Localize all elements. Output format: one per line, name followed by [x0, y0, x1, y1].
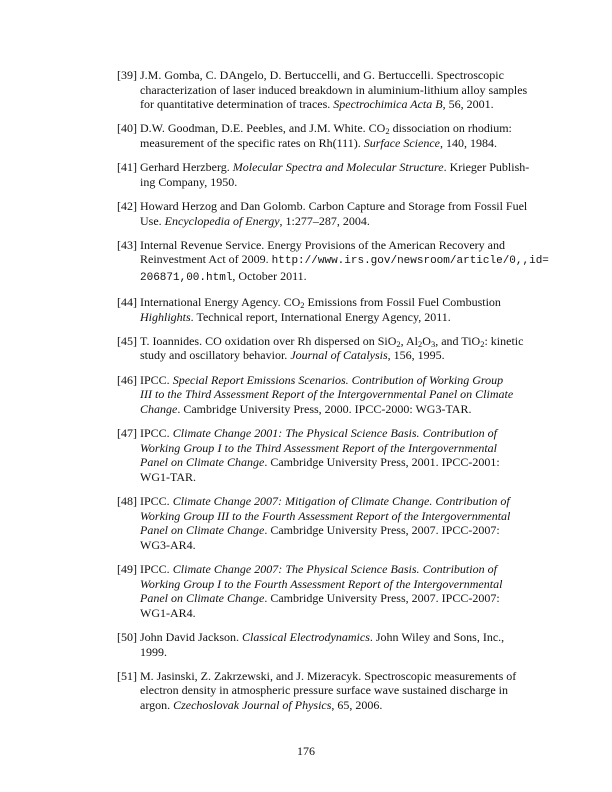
reference-line — [140, 252, 549, 269]
page-number: 176 — [297, 744, 315, 758]
reference-entry — [117, 68, 528, 112]
reference-text: 2 — [418, 338, 423, 349]
reference-text: Working Group I to the Fourth Assessment Report of the Intergovernmental — [140, 576, 503, 591]
reference-text: Climate Change 2001: The Physical Science Basis. Contribution of — [172, 426, 497, 441]
reference-text: 1999. — [140, 644, 167, 659]
reference-text: Spectrochimica Acta B — [333, 97, 443, 112]
reference-line — [140, 576, 503, 592]
reference-line — [140, 175, 497, 190]
reference-text: argon. — [140, 697, 174, 712]
reference-line — [140, 455, 500, 470]
reference-text: International Energy Agency. CO — [140, 295, 301, 310]
reference-text: Encyclopedia of Energy — [164, 213, 280, 228]
reference-line — [140, 668, 517, 684]
reference-text: , Al — [400, 333, 419, 348]
reference-text: 2 — [480, 338, 485, 349]
reference-text: IPCC. — [140, 494, 173, 508]
reference-text: Classical Electrodynamics — [242, 629, 370, 644]
reference-line — [140, 269, 497, 286]
reference-text: T. Ioannides. CO oxidation over Rh dispersed on SiO — [140, 333, 397, 348]
reference-url: 206871,00.html — [140, 271, 233, 284]
reference-text: 2 — [396, 338, 401, 349]
reference-text: measurement of the specific rates on Rh(111). — [140, 135, 364, 150]
reference-text: , and TiO — [435, 333, 481, 348]
reference-text: Working Group III to the Fourth Assessment Report of the Intergovernmental — [140, 508, 511, 523]
reference-line — [140, 629, 505, 645]
reference-number: [43] — [117, 237, 137, 252]
reference-text: . John Wiley and Sons, Inc., — [369, 629, 505, 644]
reference-url: http://www.irs.gov/newsroom/article/0,,id= — [271, 255, 549, 268]
reference-text: . Technical report, International Energy Agency, 2011. — [190, 309, 451, 324]
reference-text: WG3-AR4. — [140, 537, 196, 552]
reference-entry — [117, 295, 501, 324]
reference-text: 3 — [430, 338, 436, 349]
reference-text: Howard Herzog and Dan Golomb. Carbon Capture and Storage from Fossil Fuel — [140, 198, 528, 213]
reference-line — [140, 160, 530, 175]
reference-number: [42] — [117, 198, 137, 213]
reference-text: IPCC. — [140, 561, 173, 576]
reference-line — [140, 295, 501, 311]
reference-text: , 56, 2001. — [442, 97, 494, 112]
reference-number: [39] — [117, 68, 137, 82]
reference-text: ing Company, 1950. — [140, 174, 238, 189]
reference-text: : kinetic — [484, 333, 524, 348]
reference-line — [140, 333, 524, 349]
reference-number: [41] — [117, 160, 137, 175]
reference-text: Gerhard Herzberg. — [140, 160, 233, 175]
reference-text: Surface Science — [363, 135, 440, 150]
reference-number: [48] — [117, 494, 137, 508]
reference-text: Molecular Spectra and Molecular Structure — [232, 160, 444, 175]
reference-number: [45] — [117, 333, 137, 348]
reference-line — [140, 591, 500, 606]
reference-entry — [117, 160, 530, 189]
reference-text: Climate Change 2007: The Physical Science Basis. Contribution of — [172, 561, 497, 576]
reference-line — [140, 237, 505, 253]
reference-line — [140, 198, 528, 214]
reference-number: [51] — [117, 668, 137, 683]
reference-line — [140, 387, 514, 402]
reference-text: Journal of Catalysis — [290, 348, 388, 363]
reference-entry — [117, 121, 512, 150]
reference-text: J.M. Gomba, C. DAngelo, D. Bertuccelli, and G. Bertuccelli. Spectroscopic — [140, 68, 504, 82]
reference-text: dissociation on rhodium: — [389, 121, 512, 136]
reference-text: , 156, 1995. — [387, 348, 445, 363]
reference-line — [140, 538, 497, 553]
reference-text: . Krieger Publish- — [443, 160, 530, 175]
reference-text: D.W. Goodman, D.E. Peebles, and J.M. White. CO — [140, 121, 386, 136]
reference-line — [140, 214, 497, 229]
reference-text: . Cambridge University Press, 2001. IPCC-2001: — [264, 455, 500, 470]
reference-text: John David Jackson. — [140, 629, 242, 644]
reference-text: Panel on Climate Change — [140, 455, 265, 470]
reference-text: WG1-TAR. — [140, 469, 197, 484]
reference-line — [140, 645, 497, 660]
reference-text: characterization of laser induced breakdown in aluminium-lithium alloy samples — [140, 82, 528, 97]
reference-line — [140, 508, 511, 524]
reference-text: WG1-AR4. — [140, 605, 196, 620]
reference-line — [140, 562, 497, 577]
reference-number: [44] — [117, 295, 137, 310]
reference-line — [140, 470, 497, 485]
reference-line — [140, 523, 500, 538]
reference-text: study and oscillatory behavior. — [140, 348, 291, 363]
reference-text: . Cambridge University Press, 2007. IPCC-2007: — [264, 591, 500, 606]
reference-entry — [117, 237, 549, 286]
reference-text: Panel on Climate Change — [140, 591, 265, 606]
reference-line — [140, 348, 497, 363]
reference-text: Highlights — [140, 309, 191, 324]
reference-line — [140, 121, 512, 137]
reference-line — [140, 68, 504, 83]
reference-text: O — [422, 333, 431, 348]
reference-number: [50] — [117, 629, 137, 644]
reference-text: . Cambridge University Press, 2000. IPCC-2000: WG3-TAR. — [177, 401, 472, 416]
reference-number: [40] — [117, 121, 137, 136]
bibliography-list — [117, 68, 549, 722]
reference-entry — [117, 198, 528, 228]
reference-line — [140, 606, 497, 621]
reference-text: Use. — [140, 213, 165, 228]
reference-text: IPCC. — [140, 372, 173, 387]
reference-number: [47] — [117, 426, 137, 441]
reference-text: Emissions from Fossil Fuel Combustion — [304, 295, 501, 310]
reference-text: Internal Revenue Service. Energy Provisions of the American Recovery and — [140, 237, 505, 252]
reference-number: [49] — [117, 561, 137, 576]
reference-line — [140, 494, 510, 509]
reference-text: Working Group I to the Third Assessment Report of the Intergovernmental — [140, 440, 497, 455]
reference-line — [140, 82, 528, 98]
reference-line — [140, 402, 497, 417]
reference-line — [140, 426, 497, 441]
reference-text: . Cambridge University Press, 2007. IPCC-2007: — [264, 523, 500, 538]
reference-text: III to the Third Assessment Report of the Intergovernmental Panel on Climate — [140, 387, 514, 402]
reference-text: 2 — [385, 126, 390, 137]
reference-line — [140, 698, 497, 713]
reference-text: Reinvestment Act of 2009. — [140, 252, 272, 267]
reference-text: electron density in atmospheric pressure surface wave sustained discharge in — [140, 683, 508, 698]
reference-entry — [117, 426, 500, 484]
reference-entry — [117, 629, 505, 659]
reference-text: Change — [140, 401, 178, 416]
reference-line — [140, 683, 508, 698]
reference-line — [140, 441, 497, 456]
reference-line — [140, 136, 497, 151]
reference-entry — [117, 561, 503, 620]
reference-text: Czechoslovak Journal of Physics — [173, 697, 332, 712]
reference-entry — [117, 494, 511, 552]
reference-number: [46] — [117, 372, 137, 387]
reference-line — [140, 310, 497, 325]
reference-text: 2 — [300, 300, 305, 311]
reference-text: , 140, 1984. — [440, 135, 497, 150]
reference-entry — [117, 668, 517, 713]
reference-text: , 1:277–287, 2004. — [279, 213, 370, 228]
reference-text: , 65, 2006. — [331, 697, 383, 712]
reference-text: for quantitative determination of traces. — [140, 97, 334, 112]
reference-text: Special Report Emissions Scenarios. Contribution of Working Group — [172, 372, 504, 387]
reference-text: Panel on Climate Change — [140, 523, 265, 538]
reference-text: Climate Change 2007: Mitigation of Climate Change. Contribution of — [172, 494, 510, 508]
reference-line — [140, 97, 497, 112]
reference-line — [140, 372, 504, 388]
reference-text: , October 2011. — [232, 268, 307, 283]
reference-text: IPCC. — [140, 426, 173, 441]
reference-entry — [117, 372, 514, 417]
reference-entry — [117, 333, 524, 363]
reference-text: M. Jasinski, Z. Zakrzewski, and J. Mizeracyk. Spectroscopic measurements of — [140, 668, 517, 683]
